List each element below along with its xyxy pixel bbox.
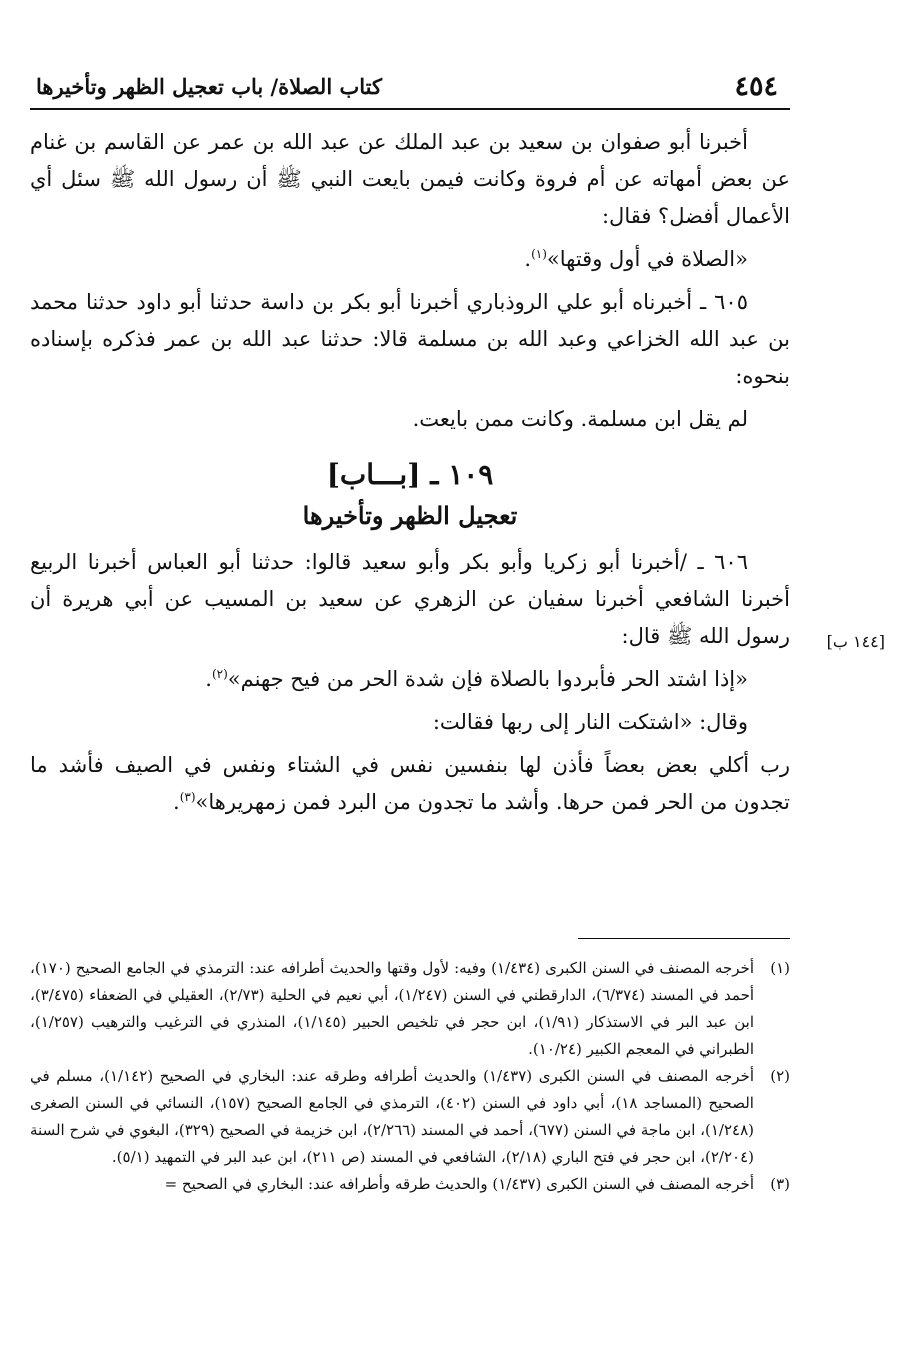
footnote-divider: [578, 938, 790, 939]
footnote-ref[interactable]: (٣): [179, 790, 196, 804]
footnote: [30, 1171, 790, 1198]
footnote-number: (١): [770, 959, 790, 977]
running-title: كتاب الصلاة/ باب تعجيل الظهر وتأخيرها: [36, 73, 382, 99]
main-text: [30, 124, 790, 827]
paragraph: ٦٠٦ ـ /أخبرنا أبو زكريا وأبو بكر وأبو سعيد قالوا: حدثنا أبو العباس أخبرنا الربيع أخبرنا الشافعي أخبرنا سفيان عن الزهري عن سعيد بن المسيب عن أبي هريرة أن رسول الله ﷺ قال:: [30, 550, 790, 648]
paragraph: وقال: «اشتكت النار إلى ربها فقالت:: [432, 710, 748, 734]
page-header: [30, 64, 790, 110]
footnote-text: أخرجه المصنف في السنن الكبرى (١/٤٣٤) وفيه: لأول وقتها والحديث أطرافه عند: الترمذي في الجامع الصحيح (١٧٠)، أحمد في المسند (٦/٣٧٤)، الدارقطني في السنن (١/٢٤٧)، أبي نعيم في الحلية (٢/٧٣)، العقيلي في الضعفاء (٣/٤٧٥)، ابن عبد البر في الاستذكار (١/٩١)، ابن حجر في تلخيص الحبير (١/١٤٥)، المنذري في الترغيب والترهيب (١/٢٥٧)، الطبراني في المعجم الكبير (١٠/٢٤).: [30, 959, 755, 1058]
footnotes: [30, 955, 790, 1198]
chapter-heading: ١٠٩ ـ [بـــاب]: [326, 458, 494, 491]
hadith-quote: «الصلاة في أول وقتها»$^{(١)}$.: [524, 247, 748, 271]
footnote-text: أخرجه المصنف في السنن الكبرى (١/٤٣٧) والحديث طرقه وأطرافه عند: البخاري في الصحيح =: [164, 1175, 754, 1193]
paragraph: ٦٠٥ ـ أخبرناه أبو علي الروذباري أخبرنا أبو بكر بن داسة حدثنا أبو داود حدثنا محمد بن عبد الله الخزاعي وعبد الله بن مسلمة قالا: حدثنا عبد الله بن عمر فذكره بإسناده بنحوه:: [30, 290, 790, 388]
footnote-number: (٣): [770, 1175, 790, 1193]
hadith-quote: رب أكلي بعض بعضاً فأذن لها بنفسين نفس في الشتاء ونفس في الصيف فأشد ما تجدون من الحر فمن حرها. وأشد ما تجدون من البرد فمن زمهريرها»$^{(٣)}$.: [30, 753, 790, 814]
footnote-text: أخرجه المصنف في السنن الكبرى (١/٤٣٧) والحديث أطرافه وطرقه عند: البخاري في الصحيح (١/١٤٢)، مسلم في الصحيح (المساجد ١٨)، أبي داود في السنن (٤٠٢)، الترمذي في الجامع الصحيح (١٥٧)، النسائي في السنن الصغرى (١/٢٤٨)، ابن ماجة في السنن (٦٧٧)، أحمد في المسند (٢/٢٦٦)، ابن خزيمة في الصحيح (٣٢٩)، البغوي في شرح السنة (٢/٢٠٤)، ابن حجر في فتح الباري (٢/١٨)، الشافعي في المسند (ص ٢١١)، ابن عبد البر في التمهيد (٥/١).: [30, 1067, 754, 1166]
hadith-quote: «إذا اشتد الحر فأبردوا بالصلاة فإن شدة الحر من فيح جهنم»$^{(٢)}$.: [205, 667, 748, 691]
quote-text: «إذا اشتد الحر فأبردوا بالصلاة فإن شدة الحر من فيح جهنم»: [227, 667, 748, 691]
page-number: ٤٥٤: [734, 70, 778, 102]
footnote-ref[interactable]: (١): [531, 247, 547, 261]
quote-text: رب أكلي بعض بعضاً فأذن لها بنفسين نفس في الشتاء ونفس في الصيف فأشد ما تجدون من الحر فمن حرها. وأشد ما تجدون من البرد فمن زمهريرها»: [30, 753, 790, 814]
footnote-number: (٢): [770, 1067, 790, 1085]
manuscript-folio-ref: [١٤٤ ب]: [826, 632, 885, 651]
footnote-ref[interactable]: (٢): [211, 667, 228, 681]
chapter-subtitle: تعجيل الظهر وتأخيرها: [302, 501, 518, 530]
paragraph: أخبرنا أبو صفوان بن سعيد بن عبد الملك عن عبد الله بن عمر عن القاسم بن غنام عن بعض أمهاته عن أم فروة وكانت فيمن بايعت النبي ﷺ أن رسول الله ﷺ سئل أي الأعمال أفضل؟ فقال:: [30, 130, 790, 228]
footnote: [30, 1063, 790, 1171]
footnote: [30, 955, 790, 1063]
quote-text: «الصلاة في أول وقتها»: [546, 247, 748, 271]
paragraph: لم يقل ابن مسلمة. وكانت ممن بايعت.: [412, 407, 748, 431]
